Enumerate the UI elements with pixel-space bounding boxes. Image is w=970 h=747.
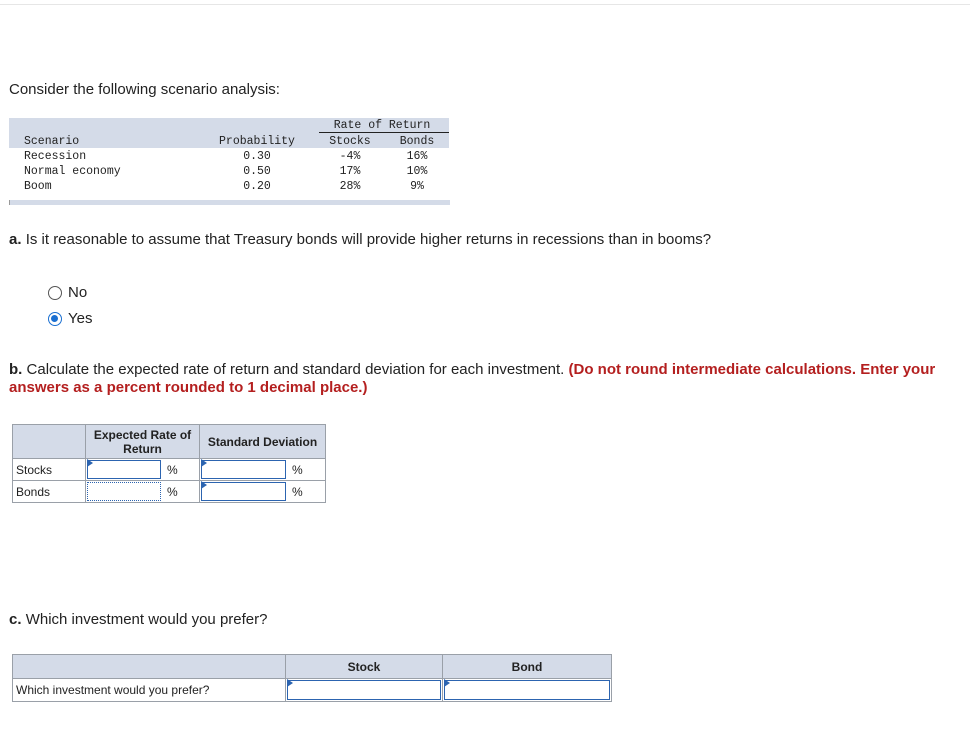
rate-of-return-header: Rate of Return xyxy=(333,119,431,132)
bonds-std-input[interactable] xyxy=(201,482,286,501)
table-row xyxy=(13,481,326,503)
table-row xyxy=(13,679,612,702)
input-marker-icon xyxy=(287,679,293,687)
probability-cell: 0.50 xyxy=(243,165,271,178)
blank-header xyxy=(13,655,286,679)
answer-table-c xyxy=(12,654,612,702)
input-marker-icon xyxy=(87,459,93,467)
probability-cell: 0.20 xyxy=(243,180,271,193)
top-divider xyxy=(0,4,970,5)
percent-unit: % xyxy=(292,463,303,477)
part-a-text: Is it reasonable to assume that Treasury bonds will provide higher returns in recessions than in booms? xyxy=(25,231,712,248)
radio-option-no[interactable] xyxy=(48,284,87,301)
row-label-bonds: Bonds xyxy=(13,481,86,503)
part-b-label: b. xyxy=(9,361,23,378)
input-marker-icon xyxy=(201,459,207,467)
percent-unit: % xyxy=(292,485,303,499)
probability-header: Probability xyxy=(219,135,295,148)
part-a-label: a. xyxy=(9,231,22,248)
stock-choice-input[interactable] xyxy=(287,680,441,700)
table-row xyxy=(13,459,326,481)
part-b-text: Calculate the expected rate of return and standard deviation for each investment. xyxy=(26,361,565,378)
percent-unit: % xyxy=(167,463,178,477)
stock-header: Stock xyxy=(286,655,443,679)
scenario-cell: Normal economy xyxy=(24,165,121,178)
intro-text: Consider the following scenario analysis: xyxy=(9,81,280,98)
part-c-text: Which investment would you prefer? xyxy=(25,611,268,628)
part-b-question xyxy=(9,361,949,397)
table-row xyxy=(9,150,449,165)
bond-header: Bond xyxy=(443,655,612,679)
table-row xyxy=(9,180,449,195)
bonds-header: Bonds xyxy=(399,135,435,148)
bond-choice-input[interactable] xyxy=(444,680,610,700)
scenario-table-bottom xyxy=(9,200,450,205)
stocks-cell: 17% xyxy=(339,165,361,178)
scenario-header: Scenario xyxy=(24,135,80,148)
radio-option-yes[interactable] xyxy=(48,310,92,327)
prefer-row-label: Which investment would you prefer? xyxy=(13,679,286,702)
stocks-expected-input[interactable] xyxy=(87,460,161,479)
expected-return-header: Expected Rate of Return xyxy=(86,425,200,459)
bonds-cell: 16% xyxy=(406,150,428,163)
input-marker-icon xyxy=(201,481,207,489)
part-c-label: c. xyxy=(9,611,22,628)
radio-label-no: No xyxy=(68,284,88,301)
bonds-cell: 9% xyxy=(410,180,424,193)
probability-cell: 0.30 xyxy=(243,150,271,163)
part-b-instruction: (Do not round intermediate calculations. Enter your answers as a percent rounded to 1 decimal place.) xyxy=(9,361,936,396)
radio-selected-icon[interactable] xyxy=(48,312,62,326)
stocks-header: Stocks xyxy=(329,135,371,148)
stocks-cell: -4% xyxy=(339,150,361,163)
bonds-expected-input[interactable] xyxy=(87,482,161,501)
bonds-cell: 10% xyxy=(406,165,428,178)
answer-table-b xyxy=(12,424,326,503)
table-row xyxy=(9,165,449,180)
percent-unit: % xyxy=(167,485,178,499)
rate-of-return-underline xyxy=(319,132,449,133)
row-label-stocks: Stocks xyxy=(13,459,86,481)
part-c-question xyxy=(9,611,267,628)
scenario-cell: Boom xyxy=(24,180,52,193)
radio-unselected-icon[interactable] xyxy=(48,286,62,300)
radio-label-yes: Yes xyxy=(68,310,93,327)
stocks-std-input[interactable] xyxy=(201,460,286,479)
part-a-question xyxy=(9,231,711,248)
scenario-cell: Recession xyxy=(24,150,87,163)
std-dev-header: Standard Deviation xyxy=(200,425,326,459)
blank-header xyxy=(13,425,86,459)
stocks-cell: 28% xyxy=(339,180,361,193)
input-marker-icon xyxy=(444,679,450,687)
